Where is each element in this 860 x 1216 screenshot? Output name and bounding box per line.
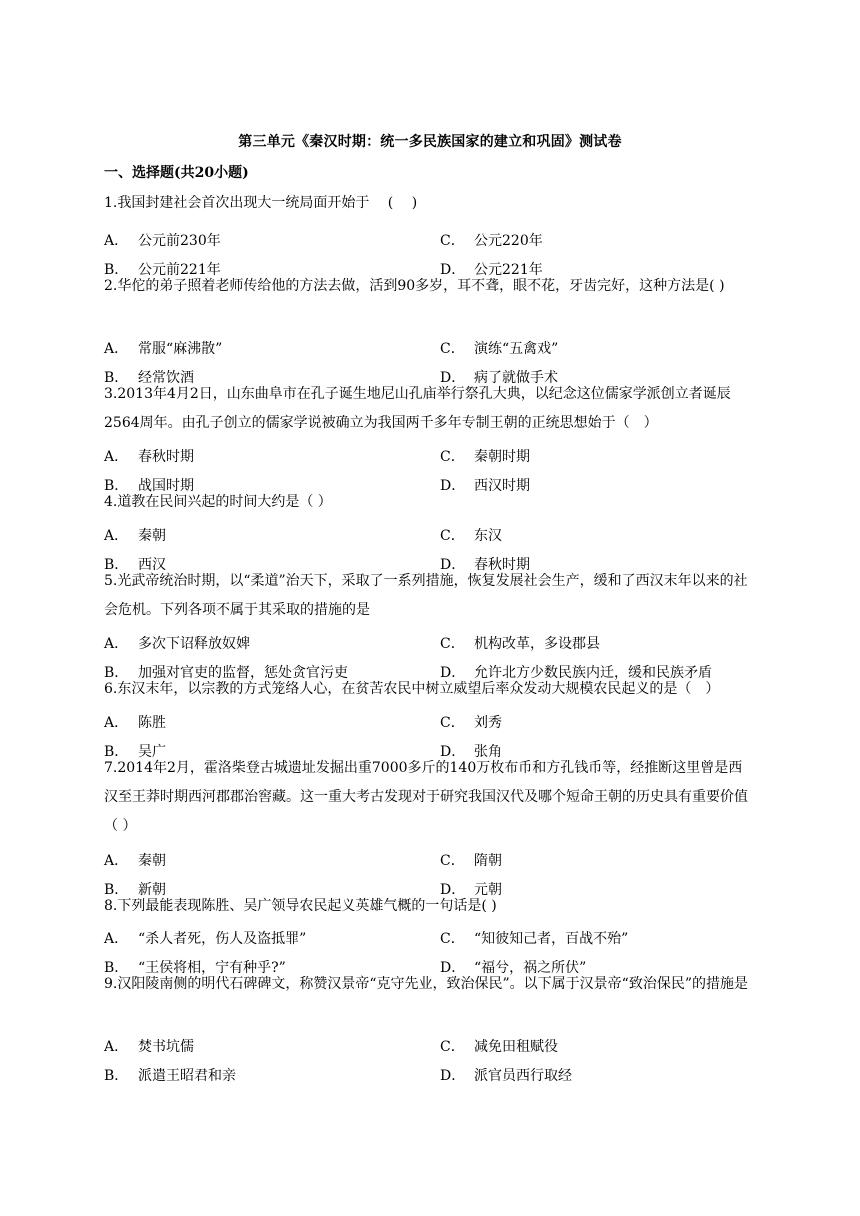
question-1-option-a[interactable]: A． 公元前230年 xyxy=(104,233,221,249)
question-5-stem: 5.光武帝统治时期，以“柔道”治天下，采取了一系列措施，恢复发展社会生产，缓和了西汉末年以来的社会危机。下列各项不属于其采取的措施的是 xyxy=(104,573,748,618)
question-3-option-c[interactable]: C． 秦朝时期 xyxy=(440,449,530,465)
question-7-option-b[interactable]: B． 新朝 xyxy=(104,882,166,898)
question-2-option-d[interactable]: D． 病了就做手术 xyxy=(440,370,558,386)
question-6-stem: 6.东汉末年，以宗教的方式笼络人心，在贫苦农民中树立威望后率众发动大规模农民起义的是（ ） xyxy=(104,681,720,697)
question-2-option-b[interactable]: B． 经常饮酒 xyxy=(104,370,194,386)
question-5-option-c[interactable]: C． 机构改革，多设郡县 xyxy=(440,636,600,652)
question-3-stem: 3.2013年4月2日，山东曲阜市在孔子诞生地尼山孔庙举行祭孔大典，以纪念这位儒家学派创立者诞辰2564周年。由孔子创立的儒家学说被确立为我国两千多年专制王朝的正统思想始于（ ） xyxy=(104,386,731,431)
question-1-option-b[interactable]: B． 公元前221年 xyxy=(104,262,221,278)
question-9-option-c[interactable]: C． 减免田租赋役 xyxy=(440,1039,558,1055)
question-2-option-a[interactable]: A． 常服“麻沸散” xyxy=(104,341,223,357)
question-5-option-b[interactable]: B． 加强对官吏的监督，惩处贪官污吏 xyxy=(104,665,348,681)
question-4-stem: 4.道教在民间兴起的时间大约是（ ） xyxy=(104,494,332,510)
question-7-stem: 7.2014年2月，霍洛柴登古城遗址发掘出重7000多斤的140万枚布币和方孔钱币等，经推断这里曾是西汉至王莽时期西河郡郡治窖藏。这一重大考古发现对于研究我国汉代及哪个短命王朝的历史具有重要价值（ ） xyxy=(104,760,748,834)
question-8-option-d[interactable]: D． “福兮，祸之所伏” xyxy=(440,960,587,976)
question-4-option-d[interactable]: D． 春秋时期 xyxy=(440,557,530,573)
question-4-option-b[interactable]: B． 西汉 xyxy=(104,557,166,573)
question-1-option-c[interactable]: C． 公元220年 xyxy=(440,233,543,249)
question-7-option-d[interactable]: D． 元朝 xyxy=(440,882,502,898)
question-3-option-d[interactable]: D． 西汉时期 xyxy=(440,478,530,494)
question-6-option-d[interactable]: D． 张角 xyxy=(440,744,502,760)
question-3-option-b[interactable]: B． 战国时期 xyxy=(104,478,194,494)
question-3-option-a[interactable]: A． 春秋时期 xyxy=(104,449,194,465)
question-6-option-a[interactable]: A． 陈胜 xyxy=(104,715,166,731)
question-8-option-c[interactable]: C． “知彼知己者，百战不殆” xyxy=(440,931,629,947)
question-9-option-b[interactable]: B． 派遣王昭君和亲 xyxy=(104,1068,236,1084)
question-2-option-c[interactable]: C． 演练“五禽戏” xyxy=(440,341,559,357)
question-5-option-d[interactable]: D． 允许北方少数民族内迁，缓和民族矛盾 xyxy=(440,665,712,681)
question-6-option-b[interactable]: B． 吴广 xyxy=(104,744,166,760)
question-4-option-c[interactable]: C． 东汉 xyxy=(440,528,502,544)
section-heading: 一、选择题(共20小题) xyxy=(104,165,249,181)
question-9-stem: 9.汉阳陵南侧的明代石碑碑文，称赞汉景帝“克守先业，致治保民”。以下属于汉景帝“致治保民”的措施是 xyxy=(104,976,748,992)
question-9-option-a[interactable]: A． 焚书坑儒 xyxy=(104,1039,194,1055)
question-8-option-a[interactable]: A． “杀人者死，伤人及盗抵罪” xyxy=(104,931,307,947)
question-7-option-c[interactable]: C． 隋朝 xyxy=(440,853,502,869)
question-9-option-d[interactable]: D． 派官员西行取经 xyxy=(440,1068,572,1084)
page-title: 第三单元《秦汉时期：统一多民族国家的建立和巩固》测试卷 xyxy=(238,134,622,150)
question-6-option-c[interactable]: C． 刘秀 xyxy=(440,715,502,731)
question-4-option-a[interactable]: A． 秦朝 xyxy=(104,528,166,544)
question-1-option-d[interactable]: D． 公元221年 xyxy=(440,262,543,278)
question-2-stem: 2.华佗的弟子照着老师传给他的方法去做，活到90多岁，耳不聋，眼不花，牙齿完好，这种方法是( ) xyxy=(104,278,725,294)
question-7-option-a[interactable]: A． 秦朝 xyxy=(104,853,166,869)
question-8-stem: 8.下列最能表现陈胜、吴广领导农民起义英雄气概的一句话是( ) xyxy=(104,898,497,914)
question-1-stem: 1.我国封建社会首次出现大一统局面开始于 ( ) xyxy=(104,195,418,211)
question-5-option-a[interactable]: A． 多次下诏释放奴婢 xyxy=(104,636,250,652)
question-8-option-b[interactable]: B． “王侯将相，宁有种乎?” xyxy=(104,960,286,976)
